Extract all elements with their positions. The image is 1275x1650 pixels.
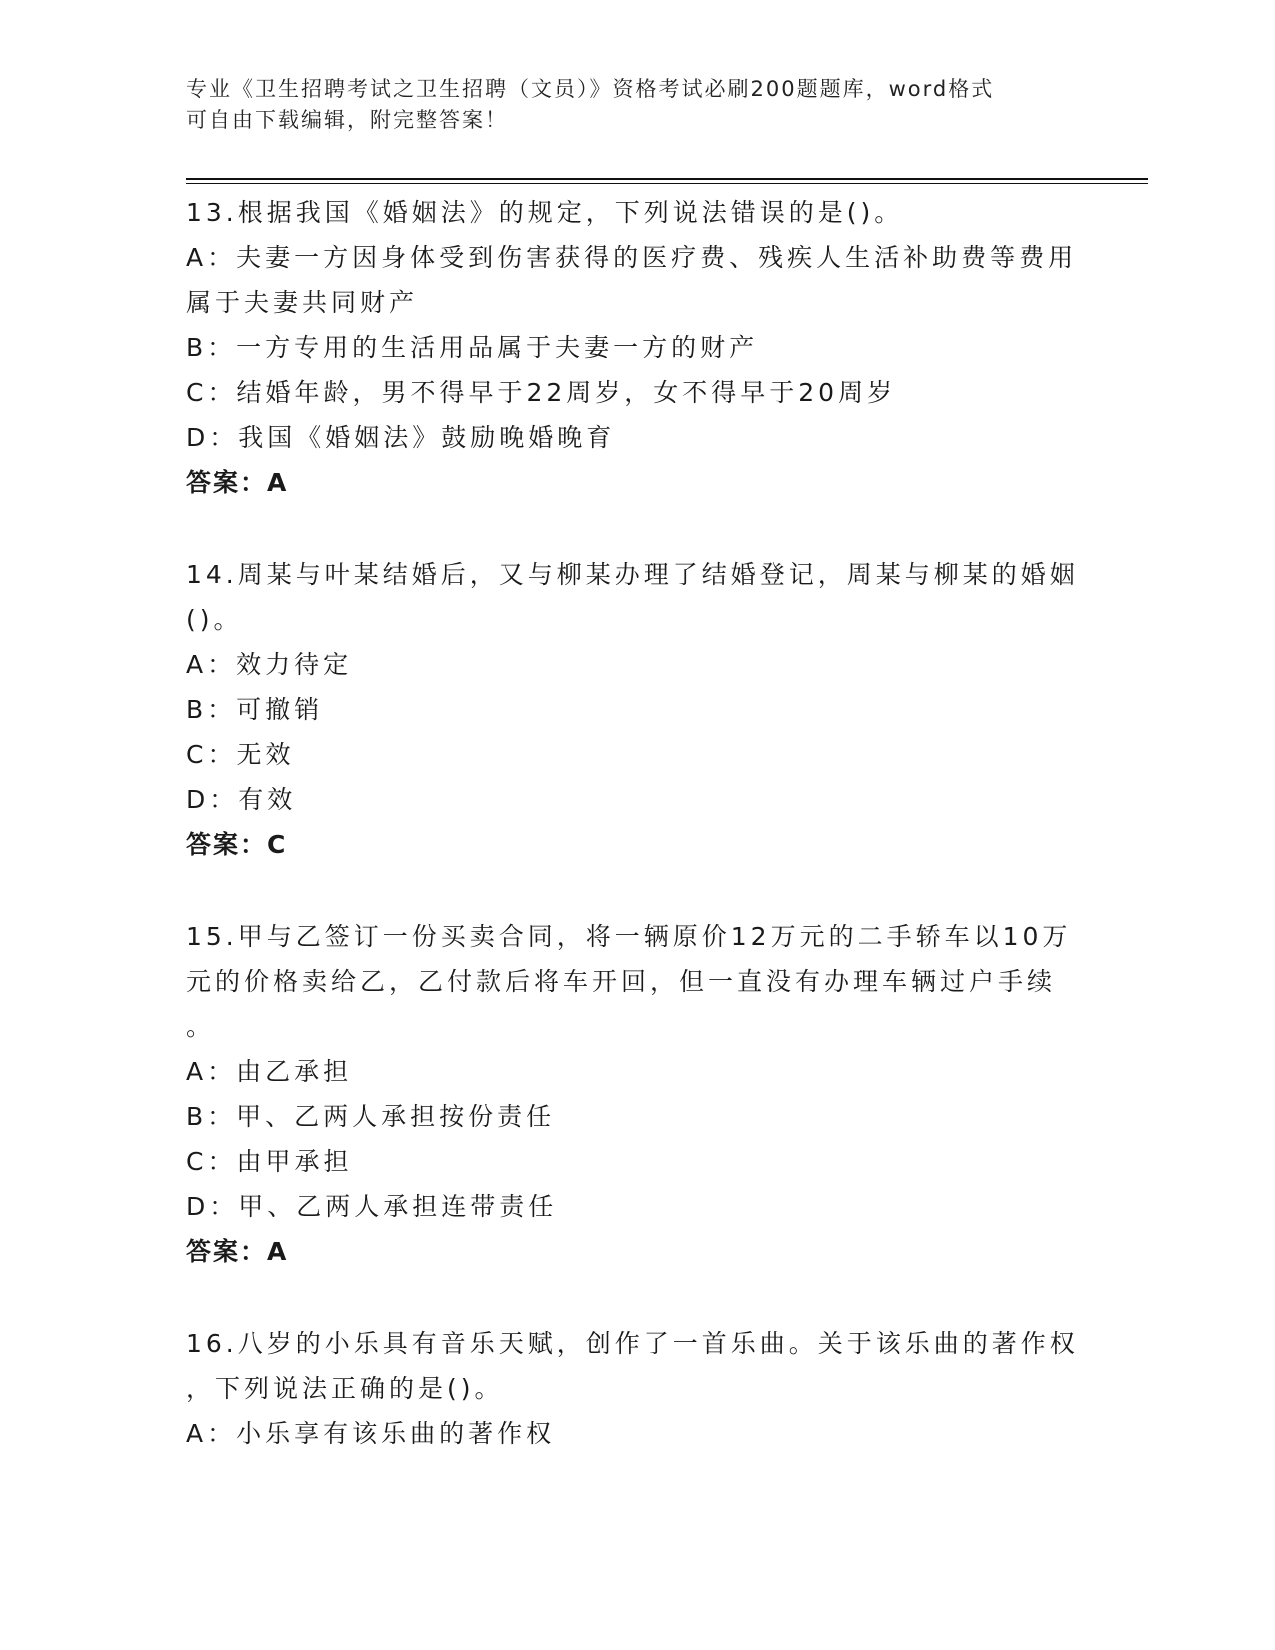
option-c: C：无效 — [186, 740, 295, 769]
answer-label: 答案：A — [186, 1237, 289, 1266]
question-stem-line: 15.甲与乙签订一份买卖合同，将一辆原价12万元的二手轿车以10万 — [186, 922, 1072, 951]
question-spacer — [186, 1274, 1086, 1321]
option-b: B：甲、乙两人承担按份责任 — [186, 1102, 556, 1131]
question-spacer — [186, 867, 1086, 914]
option-a: A：效力待定 — [186, 650, 353, 679]
option-a: A：由乙承担 — [186, 1057, 353, 1086]
question-stem-line: 元的价格卖给乙，乙付款后将车开回，但一直没有办理车辆过户手续 — [186, 967, 1057, 996]
option-a-line: A：夫妻一方因身体受到伤害获得的医疗费、残疾人生活补助费等费用 — [186, 243, 1078, 272]
question-stem-line: ，下列说法正确的是()。 — [186, 1374, 504, 1403]
question-stem-line: 。 — [186, 1012, 216, 1041]
option-a-line: 属于夫妻共同财产 — [186, 288, 419, 317]
question-stem-line: 13.根据我国《婚姻法》的规定，下列说法错误的是()。 — [186, 198, 904, 227]
question-13 — [186, 190, 1086, 505]
option-d: D：有效 — [186, 785, 297, 814]
option-a: A：小乐享有该乐曲的著作权 — [186, 1419, 556, 1448]
question-stem-line: 14.周某与叶某结婚后，又与柳某办理了结婚登记，周某与柳某的婚姻 — [186, 560, 1079, 589]
header-line-1: 专业《卫生招聘考试之卫生招聘（文员）》资格考试必刷200题题库，word格式 — [186, 77, 995, 101]
option-c: C：结婚年龄，男不得早于22周岁，女不得早于20周岁 — [186, 378, 897, 407]
option-d: D：甲、乙两人承担连带责任 — [186, 1192, 558, 1221]
question-14 — [186, 552, 1086, 867]
question-stem-line: ()。 — [186, 605, 243, 634]
option-b: B：一方专用的生活用品属于夫妻一方的财产 — [186, 333, 759, 362]
header-divider-thin — [186, 183, 1148, 184]
question-stem-line: 16.八岁的小乐具有音乐天赋，创作了一首乐曲。关于该乐曲的著作权 — [186, 1329, 1079, 1358]
question-16 — [186, 1321, 1086, 1456]
question-list — [186, 190, 1086, 1456]
header-divider-thick — [186, 178, 1148, 180]
question-15 — [186, 914, 1086, 1274]
answer-label: 答案：C — [186, 830, 288, 859]
document-header — [186, 74, 1086, 136]
option-c: C：由甲承担 — [186, 1147, 353, 1176]
question-spacer — [186, 505, 1086, 552]
option-d: D：我国《婚姻法》鼓励晚婚晚育 — [186, 423, 616, 452]
option-b: B：可撤销 — [186, 695, 324, 724]
answer-label: 答案：A — [186, 468, 289, 497]
header-line-2: 可自由下载编辑，附完整答案！ — [186, 108, 508, 132]
